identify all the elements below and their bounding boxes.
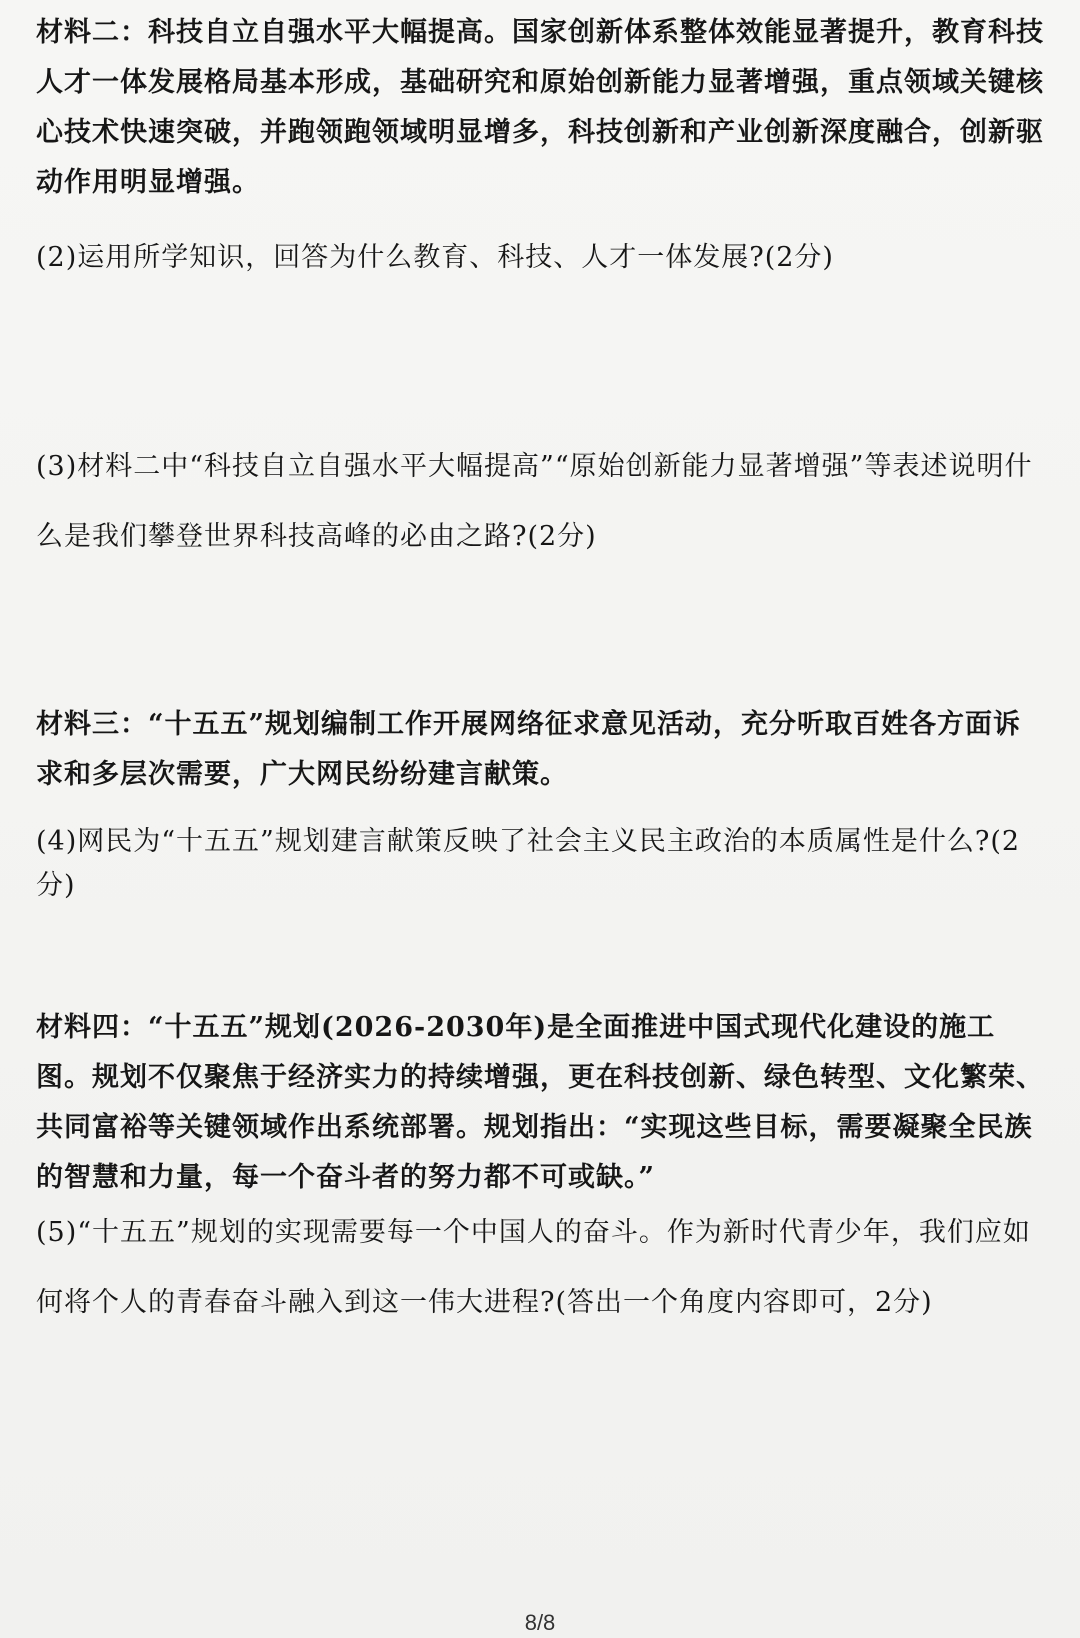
question-5: (5)“十五五”规划的实现需要每一个中国人的奋斗。作为新时代青少年，我们应如何将个人的青春奋斗融入到这一伟大进程?(答出一个角度内容即可，2分)	[36, 1217, 1031, 1318]
material-4-paragraph: 材料四：“十五五”规划(2026-2030年)是全面推进中国式现代化建设的施工图。规划不仅聚焦于经济实力的持续增强，更在科技创新、绿色转型、文化繁荣、共同富裕等关键领域作出系统部署。规划指出：“实现这些目标，需要凝聚全民族的智慧和力量，每一个奋斗者的努力都不可或缺。”	[36, 1012, 1044, 1193]
question-2: (2)运用所学知识，回答为什么教育、科技、人才一体发展?(2分)	[36, 242, 834, 273]
page-number: 8/8	[524, 1610, 556, 1635]
question-3: (3)材料二中“科技自立自强水平大幅提高”“原始创新能力显著增强”等表述说明什么是我们攀登世界科技高峰的必由之路?(2分)	[36, 451, 1033, 552]
material-2-paragraph: 材料二：科技自立自强水平大幅提高。国家创新体系整体效能显著提升，教育科技人才一体发展格局基本形成，基础研究和原始创新能力显著增强，重点领域关键核心技术快速突破，并跑领跑领域明显增多，科技创新和产业创新深度融合，创新驱动作用明显增强。	[36, 17, 1044, 198]
material-3-paragraph: 材料三：“十五五”规划编制工作开展网络征求意见活动，充分听取百姓各方面诉求和多层次需要，广大网民纷纷建言献策。	[36, 709, 1022, 790]
question-4: (4)网民为“十五五”规划建言献策反映了社会主义民主政治的本质属性是什么?(2分)	[36, 826, 1021, 901]
